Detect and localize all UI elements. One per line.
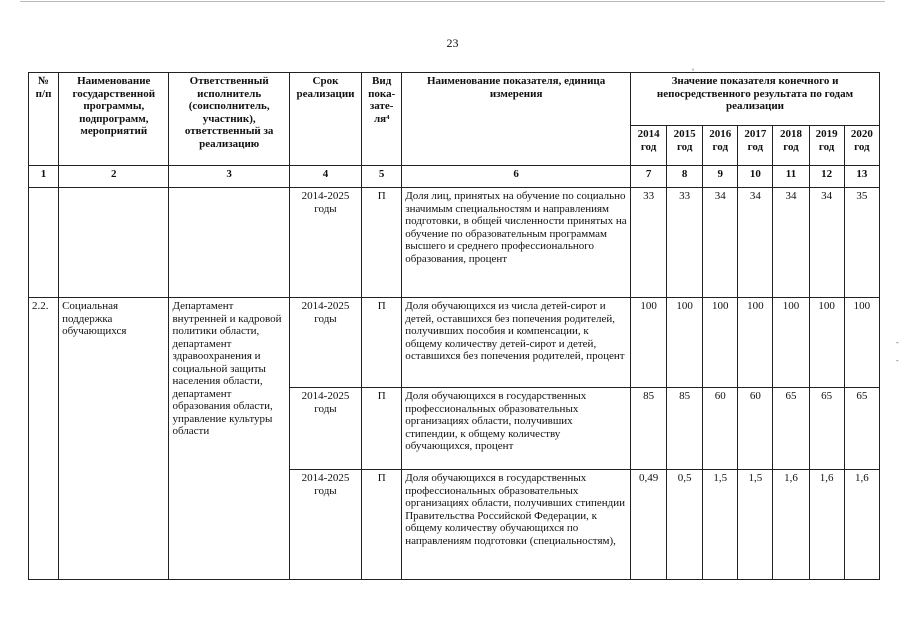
header-indicator: Наименование показателя, единица измерения bbox=[402, 73, 631, 166]
indicators-table bbox=[28, 72, 880, 580]
cell-value: 100 bbox=[738, 298, 773, 388]
year-header: 2020 год bbox=[844, 126, 879, 166]
year-header: 2019 год bbox=[809, 126, 844, 166]
cell-num bbox=[29, 188, 59, 298]
column-number: 7 bbox=[631, 166, 667, 188]
cell-value: 33 bbox=[667, 188, 703, 298]
cell-value: 1,5 bbox=[703, 470, 738, 580]
column-number: 6 bbox=[402, 166, 631, 188]
year-header: 2018 год bbox=[773, 126, 809, 166]
column-number: 3 bbox=[169, 166, 289, 188]
table-row bbox=[29, 188, 880, 298]
column-number: 2 bbox=[59, 166, 169, 188]
cell-term: 2014-2025 годы bbox=[289, 188, 361, 298]
column-number: 13 bbox=[844, 166, 879, 188]
cell-kind: П bbox=[362, 298, 402, 388]
cell-value: 1,6 bbox=[844, 470, 879, 580]
cell-value: 85 bbox=[631, 388, 667, 470]
column-number: 9 bbox=[703, 166, 738, 188]
cell-term: 2014-2025 годы bbox=[289, 298, 361, 388]
group-executor: Департамент внутренней и кадровой политики области, департамент здравоохранения и социальной защиты населения области, департамент образования области, управление культуры области bbox=[169, 298, 289, 580]
cell-indicator: Доля обучающихся из числа детей-сирот и детей, оставшихся без попечения родителей, получивших пособия и компенсации, к общему количеству детей-сирот и детей, оставшихся без попечения родителей, процент bbox=[402, 298, 631, 388]
cell-value: 100 bbox=[809, 298, 844, 388]
year-header: 2016 год bbox=[703, 126, 738, 166]
column-number: 8 bbox=[667, 166, 703, 188]
cell-value: 100 bbox=[631, 298, 667, 388]
cell-kind: П bbox=[362, 388, 402, 470]
header-term: Срок реализации bbox=[289, 73, 361, 166]
cell-value: 60 bbox=[703, 388, 738, 470]
cell-value: 0,49 bbox=[631, 470, 667, 580]
cell-value: 60 bbox=[738, 388, 773, 470]
cell-value: 100 bbox=[773, 298, 809, 388]
cell-value: 1,6 bbox=[809, 470, 844, 580]
header-row bbox=[29, 73, 880, 126]
column-number: 11 bbox=[773, 166, 809, 188]
column-number: 4 bbox=[289, 166, 361, 188]
cell-value: 33 bbox=[631, 188, 667, 298]
group-num: 2.2. bbox=[29, 298, 59, 580]
cell-value: 65 bbox=[844, 388, 879, 470]
table-row bbox=[29, 298, 880, 388]
cell-value: 85 bbox=[667, 388, 703, 470]
cell-term: 2014-2025 годы bbox=[289, 388, 361, 470]
top-border-line bbox=[20, 1, 885, 2]
cell-indicator: Доля обучающихся в государственных профессиональных образовательных организациях области, получивших стипендии, к общему количеству обучающихся, процент bbox=[402, 388, 631, 470]
cell-value: 65 bbox=[809, 388, 844, 470]
column-number-row bbox=[29, 166, 880, 188]
side-mark: - bbox=[896, 356, 899, 365]
cell-value: 100 bbox=[667, 298, 703, 388]
cell-value: 34 bbox=[773, 188, 809, 298]
cell-indicator: Доля обучающихся в государственных профессиональных образовательных организациях области, получивших стипендии Правительства Российской Федерации, к общему количеству обучающихся по направлениям подготовки (специальностям), bbox=[402, 470, 631, 580]
cell-value: 34 bbox=[703, 188, 738, 298]
column-number: 10 bbox=[738, 166, 773, 188]
year-header: 2015 год bbox=[667, 126, 703, 166]
column-number: 5 bbox=[362, 166, 402, 188]
header-values-group: Значение показателя конечного и непосредственного результата по годам реализации bbox=[631, 73, 880, 126]
year-header: 2014 год bbox=[631, 126, 667, 166]
header-num: № п/п bbox=[29, 73, 59, 166]
header-kind: Вид пока-зате-ля⁴ bbox=[362, 73, 402, 166]
scan-mark: ₓ bbox=[692, 64, 695, 72]
cell-executor bbox=[169, 188, 289, 298]
cell-indicator: Доля лиц, принятых на обучение по социально значимым специальностям и направлениям подготовки, в общей численности принятых на обучение по образовательным программам высшего и среднего профессионального образования, процент bbox=[402, 188, 631, 298]
cell-kind: П bbox=[362, 470, 402, 580]
year-header: 2017 год bbox=[738, 126, 773, 166]
cell-kind: П bbox=[362, 188, 402, 298]
cell-value: 0,5 bbox=[667, 470, 703, 580]
cell-value: 34 bbox=[809, 188, 844, 298]
cell-value: 1,5 bbox=[738, 470, 773, 580]
header-executor: Ответственный исполнитель (соисполнитель, участник), ответственный за реализацию bbox=[169, 73, 289, 166]
cell-value: 1,6 bbox=[773, 470, 809, 580]
cell-value: 65 bbox=[773, 388, 809, 470]
cell-value: 35 bbox=[844, 188, 879, 298]
side-mark: - bbox=[896, 338, 899, 347]
cell-value: 34 bbox=[738, 188, 773, 298]
page-number: 23 bbox=[446, 36, 459, 50]
column-number: 12 bbox=[809, 166, 844, 188]
group-name: Социальная поддержка обучающихся bbox=[59, 298, 169, 580]
column-number: 1 bbox=[29, 166, 59, 188]
cell-name bbox=[59, 188, 169, 298]
cell-term: 2014-2025 годы bbox=[289, 470, 361, 580]
cell-value: 100 bbox=[844, 298, 879, 388]
cell-value: 100 bbox=[703, 298, 738, 388]
header-name: Наименование государственной программы, подпрограмм, мероприятий bbox=[59, 73, 169, 166]
